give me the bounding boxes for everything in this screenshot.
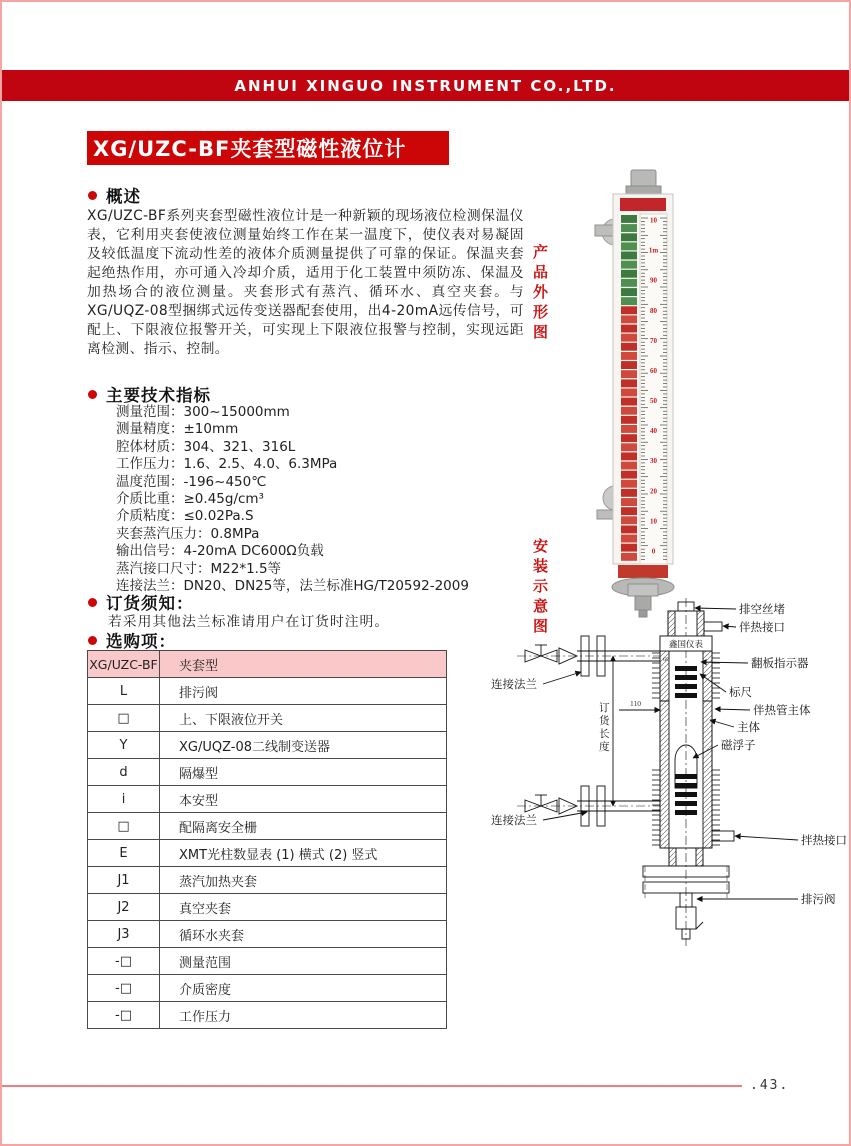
option-description: 循环水夹套 (160, 921, 447, 948)
callout-label: 主体 (737, 722, 760, 734)
scale-number: 0 (651, 547, 656, 556)
option-description: 本安型 (160, 786, 447, 813)
callout-label: 标尺 (729, 687, 752, 699)
option-code: J1 (88, 867, 160, 894)
callout-label: 拌热接口 (801, 835, 847, 847)
footer-rule (2, 1085, 742, 1087)
spec-item: 输出信号：4-20mA DC600Ω负载 (116, 543, 324, 560)
bullet-icon (88, 191, 97, 200)
option-description: 测量范围 (160, 948, 447, 975)
side-nozzle-bottom (597, 510, 615, 519)
options-heading-text: 选购项： (106, 632, 176, 651)
scale-number: 20 (650, 487, 657, 496)
top-name-plate (620, 198, 666, 211)
scale-number: 10 (650, 517, 657, 526)
product-title: XG/UZC-BF夹套型磁性液位计 (93, 137, 407, 161)
option-description: 排污阀 (160, 678, 447, 705)
table-row (88, 975, 447, 1002)
ordering-note: 若采用其他法兰标准请用户在订货时注明。 (108, 614, 390, 630)
option-description: 工作压力 (160, 1002, 447, 1029)
table-row (88, 732, 447, 759)
option-description: XMT光柱数显表 (1) 横式 (2) 竖式 (160, 840, 447, 867)
dim-110: 110 (630, 699, 641, 708)
options-table (87, 650, 447, 1029)
option-code: J3 (88, 921, 160, 948)
table-row (88, 867, 447, 894)
option-description: 配隔离安全栅 (160, 813, 447, 840)
section-overview-heading (88, 183, 141, 207)
spec-item: 测量范围：300~15000mm (116, 404, 290, 420)
dim-order-length: 订货长度 (599, 703, 610, 753)
option-code: Y (88, 732, 160, 759)
option-description: 上、下限液位开关 (160, 705, 447, 732)
table-row (88, 894, 447, 921)
callout-label: 伴热接口 (739, 622, 785, 634)
scale-number: 90 (650, 276, 657, 285)
scale-number: 60 (650, 367, 657, 375)
product-title-box (87, 131, 449, 165)
spec-item: 介质比重：≥0.45g/cm³ (116, 491, 264, 508)
overview-heading-text: 概述 (106, 187, 141, 206)
option-description: XG/UQZ-08二线制变送器 (160, 732, 447, 759)
bullet-icon (88, 636, 97, 645)
installation-diagram (489, 598, 851, 948)
page-number: .43. (750, 1078, 790, 1093)
option-code: i (88, 786, 160, 813)
bullet-icon (88, 390, 97, 399)
maker-plate-label: 鑫国仪表 (668, 639, 704, 649)
scale-number: 1m (648, 246, 659, 255)
table-row (88, 678, 447, 705)
section-options-heading (88, 628, 176, 652)
table-row (88, 786, 447, 813)
option-code: XG/UZC-BF (88, 651, 160, 678)
company-banner (2, 70, 849, 101)
options-table-header (88, 651, 447, 678)
table-row (88, 813, 447, 840)
option-description: 介质密度 (160, 975, 447, 1002)
scale-number: 10 (650, 216, 657, 225)
vent-cap (631, 170, 656, 187)
table-row (88, 921, 447, 948)
option-code: E (88, 840, 160, 867)
spec-item: 介质粘度：≤0.02Pa.S (116, 508, 254, 525)
scale-number: 40 (650, 427, 657, 436)
option-description: 蒸汽加热夹套 (160, 867, 447, 894)
specs-heading-text: 主要技术指标 (106, 386, 211, 405)
table-row (88, 705, 447, 732)
option-code: -□ (88, 948, 160, 975)
scale-number: 80 (650, 306, 657, 315)
callout-label: 排污阀 (801, 894, 836, 906)
option-code: L (88, 678, 160, 705)
callout-label: 连接法兰 (491, 815, 537, 827)
option-code: -□ (88, 975, 160, 1002)
table-row (88, 1002, 447, 1029)
figure-label-outline: 产品外形图 (531, 244, 549, 344)
scale-number: 70 (650, 336, 657, 345)
company-name: ANHUI XINGUO INSTRUMENT CO.,LTD. (234, 76, 617, 95)
ordering-heading-text: 订货须知： (106, 594, 194, 613)
side-nozzle-top (595, 225, 614, 236)
table-row (88, 759, 447, 786)
callout-label: 排空丝堵 (739, 604, 785, 616)
option-code: □ (88, 705, 160, 732)
bottom-name-plate (618, 565, 668, 578)
scale-number: 50 (650, 397, 657, 405)
option-description: 真空夹套 (160, 894, 447, 921)
scale-number: 30 (650, 457, 657, 466)
option-description: 夹套型 (160, 651, 447, 678)
spec-item: 夹套蒸汽压力：0.8MPa (116, 525, 260, 542)
section-specs-heading (88, 382, 211, 406)
callout-label: 磁浮子 (721, 740, 756, 752)
table-row (88, 948, 447, 975)
option-code: J2 (88, 894, 160, 921)
option-code: d (88, 759, 160, 786)
callout-label: 翻板指示器 (751, 658, 809, 670)
option-description: 隔爆型 (160, 759, 447, 786)
dim-60: 60 (663, 656, 670, 663)
spec-item: 连接法兰：DN20、DN25等，法兰标准HG/T20592-2009 (116, 578, 469, 595)
callout-label: 连接法兰 (491, 679, 537, 691)
spec-item: 蒸汽接口尺寸：M22*1.5等 (116, 560, 282, 577)
option-code: -□ (88, 1002, 160, 1029)
spec-item: 温度范围：-196~450℃ (116, 473, 267, 490)
spec-item: 测量精度：±10mm (116, 421, 239, 438)
product-photo-level-gauge (588, 168, 708, 618)
figure-label-installation: 安装示意图 (531, 538, 549, 638)
option-code: □ (88, 813, 160, 840)
overview-paragraph: XG/UZC-BF系列夹套型磁性液位计是一种新颖的现场液位检测保温仪表，它利用夹套使液位测量始终工作在某一温度下，使仪表对易凝固及较低温度下流动性差的液体介质测量提供了可靠的保证。保温夹套起绝热作用，亦可通入冷却介质，适用于化工装置中须防冻、保温及加热场合的液位测量。夹套形式有蒸汽、循环水、真空夹套。与XG/UQZ-08型捆绑式远传变送器配套使用，出4-20mA远传信号，可配上、下限液位报警开关，可实现上下限液位报警与控制，实现远距离检测、指示、控制。 (87, 208, 524, 357)
callout-label: 伴热管主体 (753, 705, 811, 717)
spec-list (116, 404, 469, 595)
spec-item: 工作压力：1.6、2.5、4.0、6.3MPa (116, 456, 338, 473)
spec-item: 腔体材质：304、321、316L (116, 438, 296, 455)
table-row (88, 840, 447, 867)
bullet-icon (88, 598, 97, 607)
